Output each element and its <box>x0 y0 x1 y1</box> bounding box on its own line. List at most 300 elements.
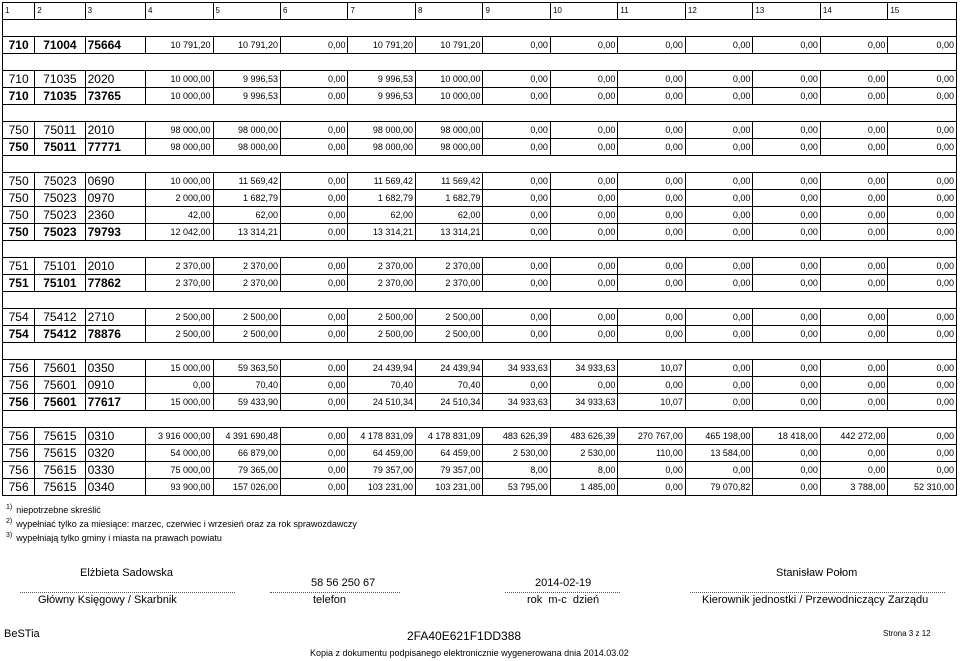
amount-cell: 0,00 <box>685 37 752 54</box>
amount-cell: 0,00 <box>281 190 348 207</box>
amount-cell: 98 000,00 <box>146 139 213 156</box>
amount-cell: 0,00 <box>753 207 820 224</box>
amount-cell: 0,00 <box>820 275 887 292</box>
amount-cell: 4 178 831,09 <box>348 428 415 445</box>
paragraph-code: 0310 <box>85 428 145 445</box>
amount-cell: 0,00 <box>550 139 617 156</box>
amount-cell: 64 459,00 <box>415 445 482 462</box>
paragraph-code: 0970 <box>85 190 145 207</box>
division-code: 750 <box>3 207 35 224</box>
amount-cell: 483 626,39 <box>550 428 617 445</box>
amount-cell: 0,00 <box>888 462 957 479</box>
table-row-total <box>3 394 957 411</box>
chapter-code: 71035 <box>35 88 85 105</box>
paragraph-code: 2010 <box>85 122 145 139</box>
division-code: 756 <box>3 445 35 462</box>
date-line <box>505 592 620 593</box>
amount-cell: 2 500,00 <box>213 309 280 326</box>
amount-cell: 0,00 <box>820 190 887 207</box>
amount-cell: 10 791,20 <box>415 37 482 54</box>
amount-cell: 0,00 <box>618 224 685 241</box>
paragraph-code: 79793 <box>85 224 145 241</box>
chapter-code: 75615 <box>35 462 85 479</box>
amount-cell: 98 000,00 <box>213 122 280 139</box>
column-number-row <box>3 3 957 20</box>
paragraph-code: 2010 <box>85 258 145 275</box>
amount-cell: 2 370,00 <box>146 275 213 292</box>
amount-cell: 24 439,94 <box>415 360 482 377</box>
chapter-code: 75412 <box>35 309 85 326</box>
software-name: BeSTia <box>4 628 40 640</box>
copy-note: Kopia z dokumentu podpisanego elektronicznie wygenerowana dnia 2014.03.02 <box>310 648 629 658</box>
chapter-code: 75101 <box>35 258 85 275</box>
amount-cell: 2 500,00 <box>348 309 415 326</box>
separator-cell <box>3 20 957 37</box>
amount-cell: 2 530,00 <box>483 445 550 462</box>
chapter-code: 75601 <box>35 394 85 411</box>
amount-cell: 62,00 <box>348 207 415 224</box>
amount-cell: 0,00 <box>618 479 685 496</box>
table-row <box>3 71 957 88</box>
paragraph-code: 2710 <box>85 309 145 326</box>
amount-cell: 0,00 <box>483 258 550 275</box>
amount-cell: 0,00 <box>618 88 685 105</box>
division-code: 750 <box>3 173 35 190</box>
amount-cell: 0,00 <box>820 445 887 462</box>
column-number: 11 <box>618 3 685 20</box>
chapter-code: 75023 <box>35 190 85 207</box>
division-code: 751 <box>3 258 35 275</box>
amount-cell: 0,00 <box>753 88 820 105</box>
amount-cell: 66 879,00 <box>213 445 280 462</box>
amount-cell: 2 500,00 <box>146 309 213 326</box>
amount-cell: 0,00 <box>550 88 617 105</box>
accountant-name: Elżbieta Sadowska <box>80 567 173 579</box>
amount-cell: 0,00 <box>685 224 752 241</box>
table-row <box>3 207 957 224</box>
chapter-code: 75101 <box>35 275 85 292</box>
amount-cell: 0,00 <box>618 37 685 54</box>
amount-cell: 0,00 <box>281 71 348 88</box>
separator-cell <box>3 105 957 122</box>
amount-cell: 0,00 <box>820 224 887 241</box>
amount-cell: 0,00 <box>753 139 820 156</box>
amount-cell: 11 569,42 <box>348 173 415 190</box>
amount-cell: 2 370,00 <box>348 275 415 292</box>
amount-cell: 0,00 <box>685 462 752 479</box>
chapter-code: 75615 <box>35 445 85 462</box>
column-number: 15 <box>888 3 957 20</box>
amount-cell: 15 000,00 <box>146 360 213 377</box>
footnote-mark: 3) <box>6 532 13 539</box>
group-separator <box>3 292 957 309</box>
amount-cell: 0,00 <box>483 71 550 88</box>
division-code: 754 <box>3 309 35 326</box>
amount-cell: 0,00 <box>685 190 752 207</box>
separator-cell <box>3 343 957 360</box>
division-code: 751 <box>3 275 35 292</box>
table-row <box>3 360 957 377</box>
group-separator <box>3 411 957 428</box>
amount-cell: 9 996,53 <box>348 88 415 105</box>
amount-cell: 0,00 <box>820 139 887 156</box>
amount-cell: 1 682,79 <box>415 190 482 207</box>
amount-cell: 0,00 <box>888 326 957 343</box>
footnote <box>6 516 357 530</box>
amount-cell: 98 000,00 <box>415 139 482 156</box>
amount-cell: 52 310,00 <box>888 479 957 496</box>
document-id: 2FA40E621F1DD388 <box>407 629 522 643</box>
amount-cell: 4 178 831,09 <box>415 428 482 445</box>
column-number: 1 <box>3 3 35 20</box>
chapter-code: 75023 <box>35 224 85 241</box>
footnote <box>6 530 357 544</box>
amount-cell: 0,00 <box>888 275 957 292</box>
amount-cell: 15 000,00 <box>146 394 213 411</box>
amount-cell: 0,00 <box>483 377 550 394</box>
amount-cell: 0,00 <box>550 190 617 207</box>
amount-cell: 62,00 <box>213 207 280 224</box>
amount-cell: 0,00 <box>483 207 550 224</box>
paragraph-code: 0320 <box>85 445 145 462</box>
amount-cell: 2 370,00 <box>213 258 280 275</box>
report-table <box>2 2 957 496</box>
amount-cell: 34 933,63 <box>483 394 550 411</box>
phone-line <box>270 592 400 593</box>
amount-cell: 0,00 <box>281 377 348 394</box>
amount-cell: 0,00 <box>483 122 550 139</box>
amount-cell: 0,00 <box>685 173 752 190</box>
amount-cell: 0,00 <box>888 37 957 54</box>
amount-cell: 0,00 <box>888 88 957 105</box>
table-row <box>3 445 957 462</box>
amount-cell: 0,00 <box>550 173 617 190</box>
accountant-signature-line <box>20 592 235 593</box>
amount-cell: 0,00 <box>888 190 957 207</box>
separator-cell <box>3 156 957 173</box>
head-signature-line <box>690 592 945 593</box>
column-number: 12 <box>685 3 752 20</box>
amount-cell: 9 996,53 <box>348 71 415 88</box>
amount-cell: 157 026,00 <box>213 479 280 496</box>
chapter-code: 75615 <box>35 479 85 496</box>
amount-cell: 0,00 <box>483 139 550 156</box>
amount-cell: 0,00 <box>685 258 752 275</box>
table-row-total <box>3 139 957 156</box>
amount-cell: 0,00 <box>281 122 348 139</box>
amount-cell: 0,00 <box>888 309 957 326</box>
amount-cell: 0,00 <box>146 377 213 394</box>
amount-cell: 0,00 <box>820 462 887 479</box>
paragraph-code: 73765 <box>85 88 145 105</box>
head-role: Kierownik jednostki / Przewodniczący Zarządu <box>702 594 929 606</box>
division-code: 750 <box>3 224 35 241</box>
accountant-role: Główny Księgowy / Skarbnik <box>38 594 177 606</box>
table-row-total <box>3 88 957 105</box>
amount-cell: 0,00 <box>483 275 550 292</box>
division-code: 754 <box>3 326 35 343</box>
amount-cell: 0,00 <box>820 258 887 275</box>
amount-cell: 0,00 <box>618 309 685 326</box>
amount-cell: 0,00 <box>753 275 820 292</box>
division-code: 710 <box>3 37 35 54</box>
amount-cell: 79 357,00 <box>415 462 482 479</box>
amount-cell: 4 391 690,48 <box>213 428 280 445</box>
amount-cell: 0,00 <box>888 71 957 88</box>
amount-cell: 0,00 <box>888 139 957 156</box>
paragraph-code: 77771 <box>85 139 145 156</box>
column-number: 13 <box>753 3 820 20</box>
amount-cell: 0,00 <box>618 122 685 139</box>
group-separator <box>3 241 957 258</box>
division-code: 750 <box>3 122 35 139</box>
phone-label: telefon <box>313 594 347 606</box>
amount-cell: 1 485,00 <box>550 479 617 496</box>
amount-cell: 10 000,00 <box>415 71 482 88</box>
amount-cell: 0,00 <box>618 139 685 156</box>
separator-cell <box>3 292 957 309</box>
amount-cell: 0,00 <box>618 462 685 479</box>
amount-cell: 0,00 <box>281 445 348 462</box>
amount-cell: 0,00 <box>281 462 348 479</box>
chapter-code: 75615 <box>35 428 85 445</box>
amount-cell: 79 070,82 <box>685 479 752 496</box>
amount-cell: 0,00 <box>753 71 820 88</box>
amount-cell: 10 000,00 <box>415 88 482 105</box>
amount-cell: 0,00 <box>618 326 685 343</box>
amount-cell: 0,00 <box>550 326 617 343</box>
amount-cell: 0,00 <box>550 258 617 275</box>
amount-cell: 0,00 <box>685 71 752 88</box>
table-row-total <box>3 326 957 343</box>
amount-cell: 0,00 <box>753 190 820 207</box>
amount-cell: 2 530,00 <box>550 445 617 462</box>
division-code: 750 <box>3 139 35 156</box>
paragraph-code: 0690 <box>85 173 145 190</box>
amount-cell: 0,00 <box>888 445 957 462</box>
amount-cell: 0,00 <box>888 394 957 411</box>
chapter-code: 75023 <box>35 207 85 224</box>
amount-cell: 0,00 <box>753 445 820 462</box>
amount-cell: 0,00 <box>753 122 820 139</box>
amount-cell: 2 500,00 <box>415 309 482 326</box>
amount-cell: 2 370,00 <box>415 275 482 292</box>
amount-cell: 0,00 <box>685 122 752 139</box>
footnotes <box>6 502 357 544</box>
amount-cell: 0,00 <box>281 224 348 241</box>
footnote-text: wypełniać tylko za miesiące: marzec, czerwiec i wrzesień oraz za rok sprawozdawczy <box>16 519 357 529</box>
chapter-code: 75601 <box>35 360 85 377</box>
amount-cell: 70,40 <box>415 377 482 394</box>
amount-cell: 0,00 <box>820 37 887 54</box>
amount-cell: 0,00 <box>753 173 820 190</box>
amount-cell: 10 000,00 <box>146 88 213 105</box>
table-row <box>3 122 957 139</box>
division-code: 756 <box>3 360 35 377</box>
group-separator <box>3 343 957 360</box>
amount-cell: 0,00 <box>820 71 887 88</box>
amount-cell: 0,00 <box>281 88 348 105</box>
amount-cell: 13 314,21 <box>213 224 280 241</box>
amount-cell: 64 459,00 <box>348 445 415 462</box>
group-separator <box>3 105 957 122</box>
amount-cell: 24 510,34 <box>415 394 482 411</box>
division-code: 756 <box>3 462 35 479</box>
amount-cell: 9 996,53 <box>213 71 280 88</box>
chapter-code: 71035 <box>35 71 85 88</box>
table-row <box>3 462 957 479</box>
amount-cell: 2 370,00 <box>348 258 415 275</box>
amount-cell: 3 916 000,00 <box>146 428 213 445</box>
amount-cell: 0,00 <box>685 88 752 105</box>
amount-cell: 24 439,94 <box>348 360 415 377</box>
paragraph-code: 78876 <box>85 326 145 343</box>
amount-cell: 2 500,00 <box>146 326 213 343</box>
amount-cell: 42,00 <box>146 207 213 224</box>
footnote-text: wypełniają tylko gminy i miasta na prawach powiatu <box>16 533 222 543</box>
amount-cell: 0,00 <box>820 309 887 326</box>
paragraph-code: 0910 <box>85 377 145 394</box>
amount-cell: 54 000,00 <box>146 445 213 462</box>
division-code: 756 <box>3 377 35 394</box>
amount-cell: 0,00 <box>550 309 617 326</box>
paragraph-code: 0350 <box>85 360 145 377</box>
amount-cell: 0,00 <box>483 224 550 241</box>
amount-cell: 0,00 <box>888 173 957 190</box>
amount-cell: 0,00 <box>618 258 685 275</box>
table-row <box>3 173 957 190</box>
amount-cell: 8,00 <box>483 462 550 479</box>
amount-cell: 70,40 <box>348 377 415 394</box>
amount-cell: 9 996,53 <box>213 88 280 105</box>
paragraph-code: 0340 <box>85 479 145 496</box>
amount-cell: 98 000,00 <box>348 139 415 156</box>
amount-cell: 98 000,00 <box>213 139 280 156</box>
amount-cell: 10 000,00 <box>146 173 213 190</box>
table-row-total <box>3 275 957 292</box>
amount-cell: 98 000,00 <box>348 122 415 139</box>
page-number: Strona 3 z 12 <box>883 629 931 638</box>
amount-cell: 0,00 <box>281 258 348 275</box>
amount-cell: 0,00 <box>483 173 550 190</box>
amount-cell: 0,00 <box>820 360 887 377</box>
amount-cell: 270 767,00 <box>618 428 685 445</box>
amount-cell: 0,00 <box>753 326 820 343</box>
amount-cell: 0,00 <box>281 207 348 224</box>
amount-cell: 2 000,00 <box>146 190 213 207</box>
amount-cell: 0,00 <box>685 207 752 224</box>
amount-cell: 0,00 <box>888 428 957 445</box>
amount-cell: 0,00 <box>281 139 348 156</box>
amount-cell: 0,00 <box>281 37 348 54</box>
amount-cell: 0,00 <box>483 309 550 326</box>
amount-cell: 0,00 <box>685 394 752 411</box>
amount-cell: 0,00 <box>685 360 752 377</box>
amount-cell: 34 933,63 <box>550 394 617 411</box>
amount-cell: 0,00 <box>618 377 685 394</box>
group-separator <box>3 20 957 37</box>
amount-cell: 0,00 <box>483 37 550 54</box>
amount-cell: 24 510,34 <box>348 394 415 411</box>
amount-cell: 2 370,00 <box>146 258 213 275</box>
separator-cell <box>3 241 957 258</box>
amount-cell: 0,00 <box>753 394 820 411</box>
amount-cell: 93 900,00 <box>146 479 213 496</box>
amount-cell: 2 500,00 <box>415 326 482 343</box>
amount-cell: 0,00 <box>618 173 685 190</box>
amount-cell: 110,00 <box>618 445 685 462</box>
amount-cell: 0,00 <box>281 173 348 190</box>
amount-cell: 103 231,00 <box>348 479 415 496</box>
amount-cell: 0,00 <box>888 224 957 241</box>
amount-cell: 0,00 <box>618 207 685 224</box>
amount-cell: 0,00 <box>753 258 820 275</box>
table-row <box>3 309 957 326</box>
amount-cell: 3 788,00 <box>820 479 887 496</box>
amount-cell: 442 272,00 <box>820 428 887 445</box>
amount-cell: 0,00 <box>820 173 887 190</box>
separator-cell <box>3 54 957 71</box>
amount-cell: 0,00 <box>550 207 617 224</box>
column-number: 9 <box>483 3 550 20</box>
amount-cell: 0,00 <box>685 139 752 156</box>
amount-cell: 59 433,90 <box>213 394 280 411</box>
amount-cell: 0,00 <box>753 479 820 496</box>
amount-cell: 53 795,00 <box>483 479 550 496</box>
amount-cell: 0,00 <box>753 224 820 241</box>
amount-cell: 0,00 <box>888 377 957 394</box>
amount-cell: 2 500,00 <box>348 326 415 343</box>
date-label: rok m-c dzień <box>527 594 600 606</box>
column-number: 10 <box>550 3 617 20</box>
amount-cell: 0,00 <box>550 122 617 139</box>
amount-cell: 0,00 <box>820 394 887 411</box>
column-number: 4 <box>146 3 213 20</box>
amount-cell: 1 682,79 <box>213 190 280 207</box>
amount-cell: 0,00 <box>685 326 752 343</box>
table-row <box>3 190 957 207</box>
amount-cell: 98 000,00 <box>415 122 482 139</box>
amount-cell: 59 363,50 <box>213 360 280 377</box>
amount-cell: 0,00 <box>820 326 887 343</box>
amount-cell: 0,00 <box>550 377 617 394</box>
amount-cell: 0,00 <box>281 326 348 343</box>
chapter-code: 71004 <box>35 37 85 54</box>
head-name: Stanisław Połom <box>776 567 858 579</box>
column-number: 3 <box>85 3 145 20</box>
group-separator <box>3 156 957 173</box>
amount-cell: 0,00 <box>685 377 752 394</box>
table-row <box>3 258 957 275</box>
amount-cell: 10 791,20 <box>213 37 280 54</box>
amount-cell: 0,00 <box>753 377 820 394</box>
amount-cell: 0,00 <box>281 309 348 326</box>
column-number: 14 <box>820 3 887 20</box>
column-number: 5 <box>213 3 280 20</box>
amount-cell: 10 791,20 <box>348 37 415 54</box>
amount-cell: 0,00 <box>483 88 550 105</box>
chapter-code: 75023 <box>35 173 85 190</box>
amount-cell: 0,00 <box>820 207 887 224</box>
table-row <box>3 479 957 496</box>
paragraph-code: 77862 <box>85 275 145 292</box>
amount-cell: 13 314,21 <box>415 224 482 241</box>
chapter-code: 75601 <box>35 377 85 394</box>
paragraph-code: 2360 <box>85 207 145 224</box>
amount-cell: 0,00 <box>281 428 348 445</box>
paragraph-code: 2020 <box>85 71 145 88</box>
amount-cell: 0,00 <box>281 275 348 292</box>
